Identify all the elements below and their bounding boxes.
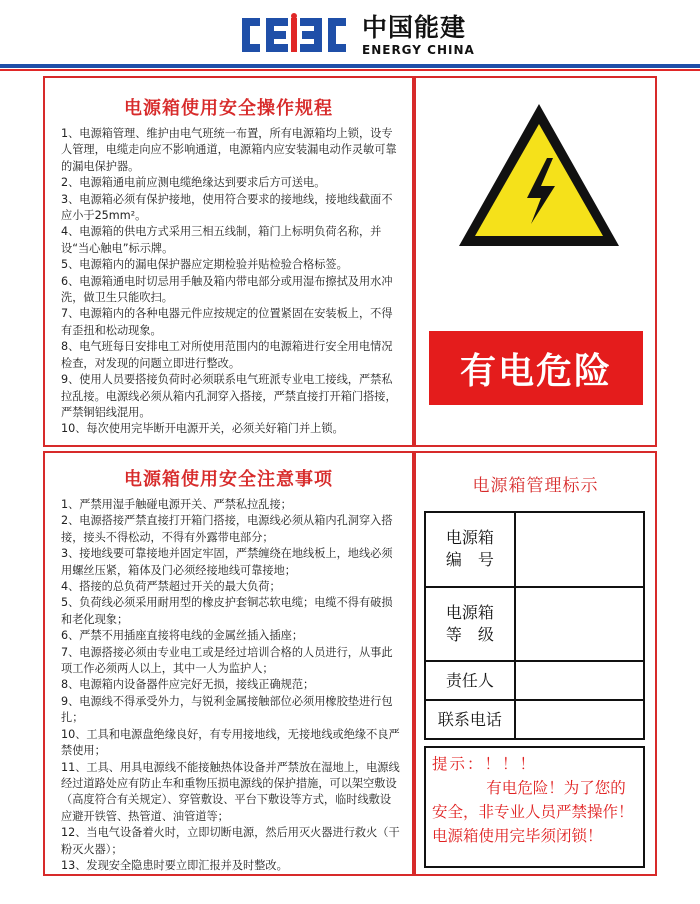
- contact-phone-label: [425, 700, 515, 739]
- brand-name-cn: 中国能建: [362, 13, 467, 42]
- tip-heading: 提示：！！！: [432, 755, 538, 773]
- label-line: 电源箱: [445, 528, 494, 548]
- responsible-person-label: [425, 661, 515, 700]
- label-line: 联系电话: [437, 709, 502, 729]
- note-item: 5、负荷线必须采用耐用型的橡皮护套铜芯软电缆；电缆不得有破损和老化现象；: [61, 596, 393, 626]
- danger-banner: [429, 331, 643, 405]
- operating-rules-list: [45, 120, 412, 438]
- tip-box: [424, 746, 645, 868]
- box-grade-label: [425, 587, 515, 662]
- note-item: 13、发现安全隐患时要立即汇报并及时整改。: [61, 858, 288, 872]
- box-number-label: [425, 512, 515, 587]
- contact-phone-field[interactable]: [515, 700, 644, 739]
- note-item: 11、工具、用具电源线不能接触热体设备并严禁放在湿地上，电源线经过道路处应有防止车和重物压损电源线的保护措施，可以架空敷设（高度符合有关规定）、穿管敷设、平台下敷设等方式，临时线敷设应避开铁管、热管道、油管道等；: [61, 760, 400, 823]
- tip-text: 有电危险！为了您的安全，非专业人员严禁操作！电源箱使用完毕须闭锁！: [432, 779, 634, 845]
- rule-item: 4、电源箱的供电方式采用三相五线制，箱门上标明负荷名称，并设“当心触电”标示牌。: [61, 225, 382, 255]
- rule-item: 6、电源箱通电时切忌用手触及箱内带电部分或用湿布擦拭及用水冲洗，做卫生只能吹扫。: [61, 274, 393, 305]
- header-stripe-red: [0, 69, 700, 71]
- safety-notes-panel: [43, 451, 414, 876]
- rule-item: 5、电源箱内的漏电保护器应定期检验并贴检验合格标签。: [61, 258, 348, 272]
- note-item: 4、搭接的总负荷严禁超过开关的最大负荷；: [61, 580, 281, 594]
- note-item: 3、接地线要可靠接地并固定牢固，严禁缠绕在地线板上，地线必须用螺丝压紧，箱体及门必须经接地线可靠接地；: [61, 547, 393, 577]
- rule-item: 2、电源箱通电前应测电缆绝缘达到要求后方可送电。: [61, 176, 326, 190]
- label-line: 责任人: [445, 670, 494, 690]
- label-line: 编 号: [445, 550, 494, 570]
- warning-panel: [414, 76, 657, 447]
- ceec-logo-icon: [236, 12, 352, 58]
- rule-item: 10、每次使用完毕断开电源开关，必须关好箱门并上锁。: [61, 422, 344, 436]
- box-number-field[interactable]: [515, 512, 644, 587]
- rule-item: 7、电源箱内的各种电器元件应按规定的位置紧固在安装板上，不得有歪扭和松动现象。: [61, 307, 393, 337]
- note-item: 7、电源搭接必须由专业电工或是经过培训合格的人员进行，从事此项工作必须两人以上，其中一人为监护人；: [61, 645, 393, 676]
- header: [0, 0, 700, 72]
- note-item: 8、电源箱内设备器件应完好无损，接线正确规范；: [61, 678, 315, 692]
- header-stripe-blue: [0, 64, 700, 68]
- note-item: 2、电源搭接严禁直接打开箱门搭接，电源线必须从箱内孔洞穿入搭接，接头不得松动，不得有外露带电部分；: [61, 514, 393, 544]
- danger-text: 有电危险: [459, 350, 612, 392]
- table-row: [425, 661, 644, 700]
- rule-item: 3、电源箱必须有保护接地，使用符合要求的接地线，接地线截面不应小于25mm²。: [61, 192, 393, 223]
- note-item: 9、电源线不得承受外力，与锐利金属接触部位必须用橡胶垫进行包扎；: [61, 694, 393, 725]
- box-grade-field[interactable]: [515, 587, 644, 662]
- label-line: 等 级: [445, 624, 494, 644]
- rule-item: 8、电气班每日安排电工对所使用范围内的电源箱进行安全用电情况检查，对发现的问题立即进行整改。: [61, 340, 393, 370]
- table-row: [425, 587, 644, 662]
- operating-rules-panel: [43, 76, 414, 447]
- note-item: 12、当电气设备着火时，立即切断电源，然后用灭火器进行救火（干粉灭火器）；: [61, 826, 400, 856]
- management-label-panel: [414, 451, 657, 876]
- operating-rules-title: 电源箱使用安全操作规程: [124, 98, 333, 119]
- table-row: [425, 700, 644, 739]
- brand-text: [362, 13, 475, 57]
- high-voltage-warning-icon: [455, 100, 623, 250]
- note-item: 6、严禁不用插座直接将电线的金属丝插入插座；: [61, 629, 304, 643]
- safety-notes-title: 电源箱使用安全注意事项: [124, 469, 333, 490]
- rule-item: 9、使用人员要搭接负荷时必须联系电气班派专业电工接线，严禁私拉乱接。电源线必须从箱内孔洞穿入搭接，严禁直接打开箱门搭接，严禁铜铝线混用。: [61, 373, 397, 419]
- management-table: [424, 511, 645, 740]
- management-title: 电源箱管理标示: [472, 476, 599, 496]
- note-item: 1、严禁用湿手触碰电源开关、严禁私拉乱接；: [61, 498, 292, 511]
- note-item: 10、工具和电源盘绝缘良好，有专用接地线，无接地线或绝缘不良严禁使用；: [61, 727, 400, 758]
- brand-name-en: ENERGY CHINA: [362, 43, 475, 57]
- label-line: 电源箱: [445, 602, 494, 622]
- brand-logo: [236, 12, 475, 58]
- table-row: [425, 512, 644, 587]
- responsible-person-field[interactable]: [515, 661, 644, 700]
- rule-item: 1、电源箱管理、维护由电气班统一布置，所有电源箱均上锁，设专人管理，电缆走向应不影响通道，电源箱内应安装漏电动作灵敏可靠的漏电保护器。: [61, 127, 397, 173]
- safety-notes-list: [45, 491, 412, 874]
